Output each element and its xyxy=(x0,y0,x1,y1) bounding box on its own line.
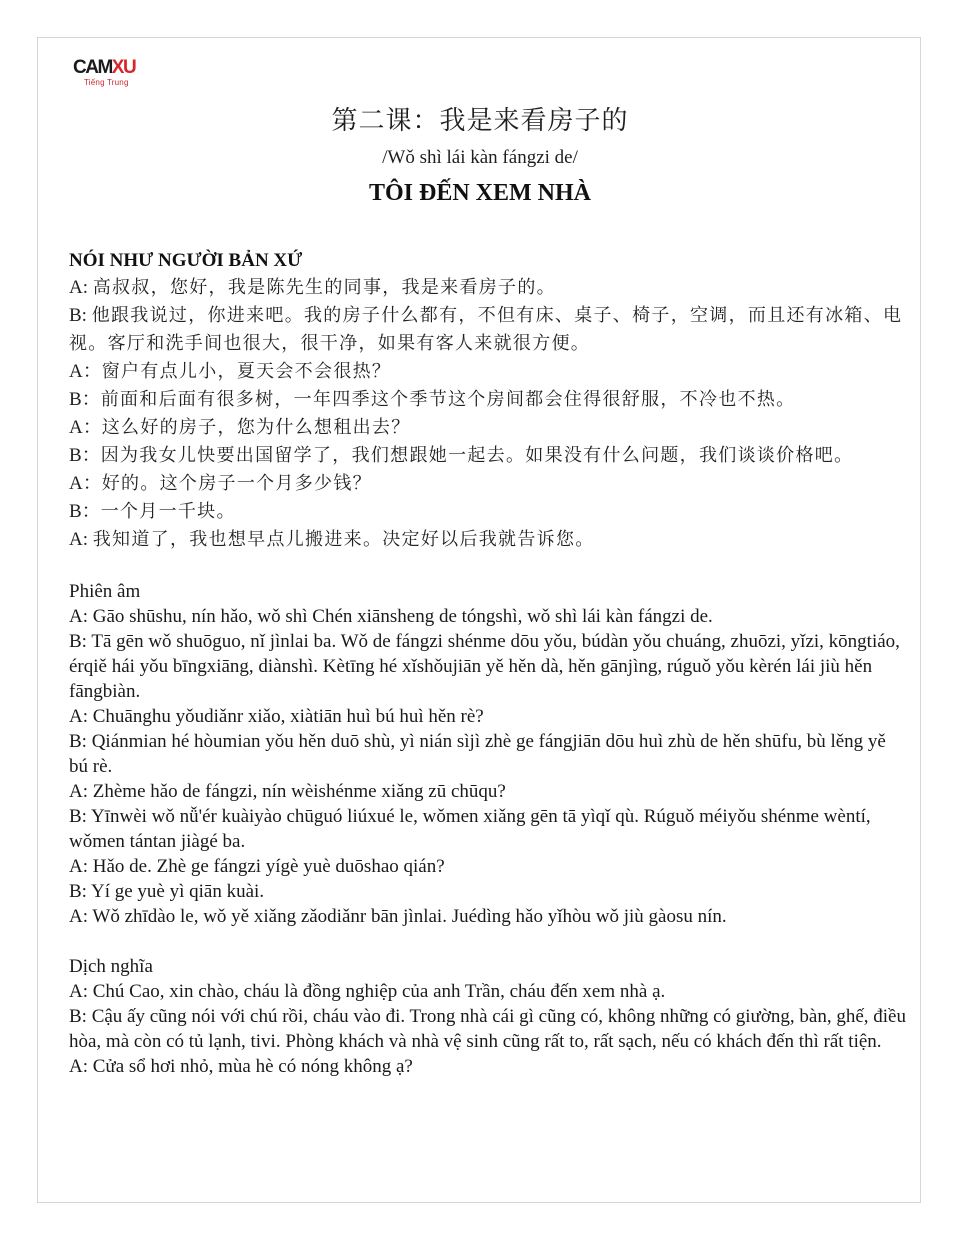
dialogue-line: A：窗户有点儿小，夏天会不会很热？ xyxy=(69,361,392,382)
dialogue-heading: NÓI NHƯ NGƯỜI BẢN XỨ xyxy=(69,250,303,271)
pinyin-line: A: Zhème hǎo de fángzi, nín wèishénme xiǎng zū chūqu? xyxy=(69,781,506,802)
speaker-label: A： xyxy=(69,417,102,438)
speaker-label: B： xyxy=(69,445,101,466)
vietnamese-translation xyxy=(69,979,909,1079)
translation-line: A: Cửa sổ hơi nhỏ, mùa hè có nóng không ạ? xyxy=(69,1056,413,1077)
pinyin-line: A: Gāo shūshu, nín hǎo, wǒ shì Chén xiānsheng de tóngshì, wǒ shì lái kàn fángzi de. xyxy=(69,606,713,627)
translation-line: A: Chú Cao, xin chào, cháu là đồng nghiệp của anh Trần, cháu đến xem nhà ạ. xyxy=(69,981,666,1002)
speaker-label: B： xyxy=(69,389,101,410)
pinyin-line: B: Yí ge yuè yì qiān kuài. xyxy=(69,881,265,902)
logo-wordmark: CAMXU xyxy=(73,57,136,78)
dialogue-line: A: 高叔叔，您好，我是陈先生的同事，我是来看房子的。 xyxy=(69,277,556,298)
pinyin-line: A: Chuānghu yǒudiǎnr xiǎo, xiàtiān huì bú huì hěn rè? xyxy=(69,706,484,727)
pinyin-line: A: Hǎo de. Zhè ge fángzi yígè yuè duōshao qián? xyxy=(69,856,445,877)
speaker-label: A： xyxy=(69,361,102,382)
lesson-title-chinese: 第二课：我是来看房子的 xyxy=(331,106,629,136)
pinyin-dialogue xyxy=(69,604,909,929)
translation-line: B: Cậu ấy cũng nói với chú rồi, cháu vào đi. Trong nhà cái gì cũng có, không những có giường, bàn, ghế, điều hòa, mà còn có tủ lạnh, tivi. Phòng khách và nhà vệ sinh cũng rất to, rất sạch, nếu có khách đến thì rất tiện. xyxy=(69,1006,906,1052)
dialogue-line: B：一个月一千块。 xyxy=(69,501,236,522)
section-spacer xyxy=(69,929,909,954)
section-spacer xyxy=(69,554,909,579)
speaker-label: A: xyxy=(69,529,93,550)
lesson-title-pinyin: /Wǒ shì lái kàn fángzi de/ xyxy=(382,147,578,168)
dialogue-line: B：因为我女儿快要出国留学了，我们想跟她一起去。如果没有什么问题，我们谈谈价格吧。 xyxy=(69,445,854,466)
speaker-label: A： xyxy=(69,473,102,494)
dialogue-line: B：前面和后面有很多树，一年四季这个季节这个房间都会住得很舒服，不冷也不热。 xyxy=(69,389,796,410)
lesson-title-vietnamese: TÔI ĐẾN XEM NHÀ xyxy=(368,180,591,206)
translation-heading: Dịch nghĩa xyxy=(69,956,153,977)
pinyin-line: B: Yīnwèi wǒ nǚ'ér kuàiyào chūguó liúxué le, wǒmen xiǎng gēn tā yìqǐ qù. Rúguǒ méiyǒu shénme wèntí, wǒmen tántan jiàgé ba. xyxy=(69,806,871,852)
dialogue-line: A：好的。这个房子一个月多少钱？ xyxy=(69,473,372,494)
speaker-label: B: xyxy=(69,305,92,326)
dialogue-line: B: 他跟我说过，你进来吧。我的房子什么都有，不但有床、桌子、椅子，空调，而且还有冰箱、电视。客厅和洗手间也很大，很干净，如果有客人来就很方便。 xyxy=(69,305,903,354)
speaker-label: A: xyxy=(69,277,93,298)
pinyin-line: B: Qiánmian hé hòumian yǒu hěn duō shù, yì nián sìjì zhè ge fángjiān dōu huì zhù de hěn shūfu, bù lěng yě bú rè. xyxy=(69,731,886,777)
dialogue-line: A：这么好的房子，您为什么想租出去？ xyxy=(69,417,411,438)
logo-subtitle: Tiếng Trung xyxy=(84,78,129,87)
lesson-content xyxy=(69,248,909,1079)
pinyin-line: B: Tā gēn wǒ shuōguo, nǐ jìnlai ba. Wǒ de fángzi shénme dōu yǒu, búdàn yǒu chuáng, zhuōzi, yǐzi, kōngtiáo, érqiě hái yǒu bīngxiāng, diànshì. Kètīng hé xǐshǒujiān yě hěn dà, hěn gānjìng, rúguǒ yǒu kèrén lái jiù hěn fāngbiàn. xyxy=(69,631,900,702)
pinyin-heading: Phiên âm xyxy=(69,581,141,602)
speaker-label: B： xyxy=(69,501,101,522)
pinyin-line: A: Wǒ zhīdào le, wǒ yě xiǎng zǎodiǎnr bān jìnlai. Juédìng hǎo yǐhòu wǒ jiù gàosu nín. xyxy=(69,906,727,927)
dialogue-line: A: 我知道了，我也想早点儿搬进来。决定好以后我就告诉您。 xyxy=(69,529,595,550)
chinese-dialogue xyxy=(69,274,909,554)
camxu-logo xyxy=(73,58,153,90)
